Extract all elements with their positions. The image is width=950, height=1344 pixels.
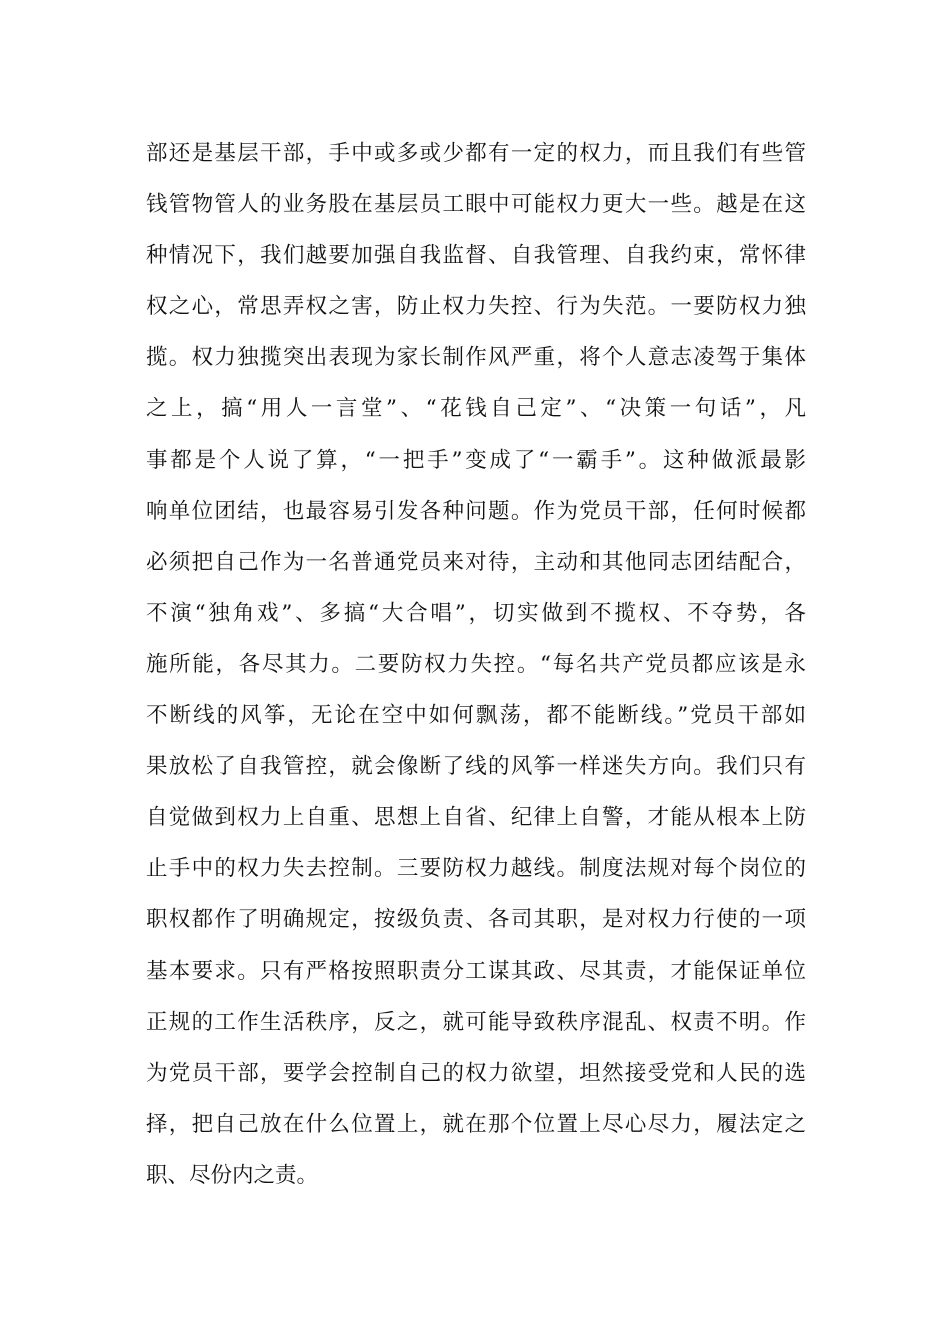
- paragraph-line: 职、尽份内之责。: [146, 1162, 319, 1188]
- body-paragraph: [146, 128, 806, 1201]
- paragraph-line: 为党员干部，要学会控制自己的权力欲望，坦然接受党和人民的选: [146, 1060, 806, 1086]
- paragraph-line: 响单位团结，也最容易引发各种问题。作为党员干部，任何时候都: [146, 498, 806, 524]
- paragraph-line: 揽。权力独揽突出表现为家长制作风严重，将个人意志凌驾于集体: [146, 345, 806, 371]
- paragraph-line: 事都是个人说了算，“一把手”变成了“一霸手”。这种做派最影: [146, 447, 806, 473]
- paragraph-line: 权之心，常思弄权之害，防止权力失控、行为失范。一要防权力独: [146, 294, 806, 320]
- paragraph-line: 钱管物管人的业务股在基层员工眼中可能权力更大一些。越是在这: [146, 192, 806, 218]
- paragraph-line: 基本要求。只有严格按照职责分工谋其政、尽其责，才能保证单位: [146, 958, 806, 984]
- paragraph-line: 之上，搞“用人一言堂”、“花钱自己定”、“决策一句话”，凡: [146, 396, 806, 422]
- paragraph-line: 正规的工作生活秩序，反之，就可能导致秩序混乱、权责不明。作: [146, 1009, 806, 1035]
- paragraph-line: 止手中的权力失去控制。三要防权力越线。制度法规对每个岗位的: [146, 856, 806, 882]
- paragraph-line: 果放松了自我管控，就会像断了线的风筝一样迷失方向。我们只有: [146, 754, 806, 780]
- paragraph-line: 施所能，各尽其力。二要防权力失控。“每名共产党员都应该是永: [146, 651, 806, 677]
- paragraph-line: 择，把自己放在什么位置上，就在那个位置上尽心尽力，履法定之: [146, 1111, 806, 1137]
- paragraph-line: 必须把自己作为一名普通党员来对待，主动和其他同志团结配合，: [146, 549, 806, 575]
- paragraph-line: 不演“独角戏”、多搞“大合唱”，切实做到不揽权、不夺势，各: [146, 600, 806, 626]
- paragraph-line: 自觉做到权力上自重、思想上自省、纪律上自警，才能从根本上防: [146, 805, 806, 831]
- paragraph-line: 职权都作了明确规定，按级负责、各司其职，是对权力行使的一项: [146, 907, 806, 933]
- paragraph-line: 种情况下，我们越要加强自我监督、自我管理、自我约束，常怀律: [146, 243, 806, 269]
- paragraph-line: 不断线的风筝，无论在空中如何飘荡，都不能断线。”党员干部如: [146, 703, 806, 729]
- paragraph-line: 部还是基层干部，手中或多或少都有一定的权力，而且我们有些管: [146, 141, 806, 166]
